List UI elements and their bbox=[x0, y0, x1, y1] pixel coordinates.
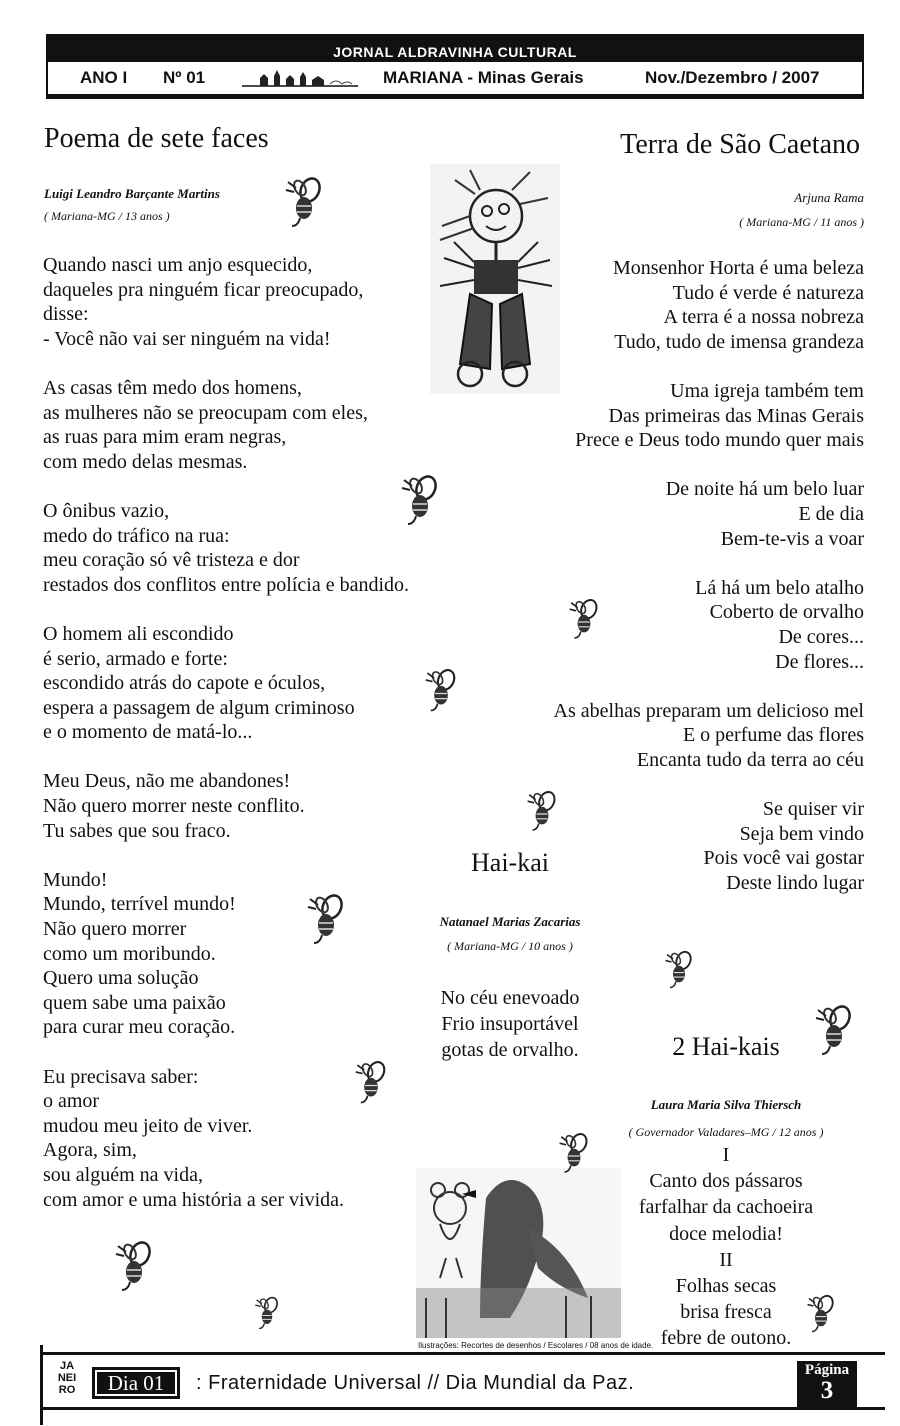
bee-icon bbox=[568, 598, 600, 644]
issue-number: Nº 01 bbox=[163, 68, 206, 87]
footer-celebration-text: : Fraternidade Universal // Dia Mundial da Paz. bbox=[196, 1372, 635, 1394]
bee-icon bbox=[806, 1294, 836, 1337]
poem-line: e o momento de matá-lo... bbox=[43, 721, 253, 744]
poem-line: O ônibus vazio, bbox=[43, 499, 170, 522]
haikais2-author: Laura Maria Silva Thiersch bbox=[650, 1097, 802, 1112]
poem-line: O homem ali escondido bbox=[43, 622, 234, 645]
poem-line: sou alguém na vida, bbox=[43, 1163, 203, 1186]
poem-line: E de dia bbox=[798, 502, 864, 525]
poem-line: A terra é a nossa nobreza bbox=[663, 306, 864, 329]
bee-icon bbox=[400, 474, 440, 530]
issue-location: MARIANA - Minas Gerais bbox=[383, 68, 584, 87]
poem-line: Tudo, tudo de imensa grandeza bbox=[614, 330, 864, 353]
poem-line: De noite há um belo luar bbox=[665, 478, 864, 501]
poem-line: - Você não vai ser ninguém na vida! bbox=[43, 327, 331, 350]
child-figure-drawing bbox=[430, 164, 560, 394]
footer-top-rule bbox=[40, 1352, 885, 1355]
poem-line: Quero uma solução bbox=[43, 967, 199, 990]
haikai-author: Natanael Marias Zacarias bbox=[439, 914, 581, 929]
page-label: Página bbox=[804, 1362, 850, 1378]
poem-line: Das primeiras das Minas Gerais bbox=[608, 404, 864, 427]
masthead-top-bar bbox=[46, 34, 864, 43]
poem-line: Quando nasci um anjo esquecido, bbox=[43, 254, 313, 276]
poem-line: II bbox=[719, 1248, 733, 1271]
poem-line: Monsenhor Horta é uma beleza bbox=[612, 257, 864, 279]
poem-line: As casas têm medo dos homens, bbox=[43, 376, 302, 399]
poem-line: para curar meu coração. bbox=[43, 1016, 236, 1039]
poem-line: Agora, sim, bbox=[43, 1139, 137, 1162]
masthead-bottom-bar bbox=[46, 95, 864, 99]
stanza bbox=[554, 477, 864, 551]
poem-line: Não quero morrer bbox=[43, 918, 187, 941]
poem-line: as ruas para mim eram negras, bbox=[43, 426, 287, 449]
issue-year: ANO I bbox=[80, 68, 128, 87]
bee-icon bbox=[424, 668, 458, 716]
poem2-place: ( Mariana-MG / 11 anos ) bbox=[739, 215, 864, 229]
bee-icon bbox=[114, 1240, 154, 1296]
footer-bottom-rule bbox=[40, 1407, 885, 1410]
poem-line: disse: bbox=[43, 303, 89, 326]
poem-line: escondido atrás do capote e óculos, bbox=[43, 672, 326, 695]
poem-line: espera a passagem de algum criminoso bbox=[43, 696, 355, 719]
poem-line: mudou meu jeito de viver. bbox=[43, 1114, 253, 1137]
bee-icon bbox=[284, 176, 324, 232]
stanza bbox=[43, 253, 409, 351]
poem-line: meu coração só vê tristeza e dor bbox=[43, 549, 300, 572]
stanza bbox=[43, 622, 409, 745]
poem-line: Eu precisava saber: bbox=[43, 1065, 199, 1088]
bee-icon bbox=[306, 893, 346, 949]
bee-icon bbox=[254, 1296, 280, 1334]
bee-icon bbox=[558, 1132, 590, 1178]
issue-date: Nov./Dezembro / 2007 bbox=[645, 68, 820, 87]
poem-line: No céu enevoado bbox=[440, 987, 580, 1009]
poem-line: quem sabe uma paixão bbox=[43, 991, 226, 1014]
poem-line: febre de outono. bbox=[660, 1327, 792, 1350]
poem-line: o amor bbox=[43, 1090, 100, 1113]
poem2-author: Arjuna Rama bbox=[794, 190, 864, 205]
poem-line: as mulheres não se preocupam com eles, bbox=[43, 401, 368, 424]
poem-line: Meu Deus, não me abandones! bbox=[43, 770, 291, 793]
haikai-place: ( Mariana-MG / 10 anos ) bbox=[447, 939, 573, 953]
poem-line: As abelhas preparam um delicioso mel bbox=[553, 699, 864, 722]
poem-line: Bem-te-vis a voar bbox=[720, 527, 864, 550]
poem-line: Mundo, terrível mundo! bbox=[43, 893, 236, 916]
poem-line: Se quiser vir bbox=[762, 798, 864, 821]
haikais2-title: 2 Hai-kais bbox=[672, 1032, 780, 1061]
poem-line: I bbox=[722, 1144, 730, 1166]
footer-day-badge: Dia 01 bbox=[92, 1367, 180, 1399]
haikais2-body bbox=[616, 1142, 836, 1352]
town-skyline-icon bbox=[240, 66, 360, 90]
page-number: 3 bbox=[820, 1377, 834, 1404]
bee-icon bbox=[526, 790, 558, 836]
poem-line: Prece e Deus todo mundo quer mais bbox=[575, 429, 864, 452]
bee-icon bbox=[814, 1004, 854, 1060]
poem-line: De cores... bbox=[778, 625, 864, 648]
poem-line: farfalhar da cachoeira bbox=[638, 1196, 814, 1219]
stanza bbox=[554, 379, 864, 453]
poem-line: E o perfume das flores bbox=[682, 724, 864, 747]
animals-drawing bbox=[416, 1168, 621, 1338]
footer-left-rule bbox=[40, 1345, 43, 1425]
page-number-badge bbox=[797, 1361, 857, 1407]
journal-title: JORNAL ALDRAVINHA CULTURAL bbox=[46, 43, 864, 62]
poem-line: Tu sabes que sou fraco. bbox=[43, 819, 231, 842]
poem-line: Tudo é verde é natureza bbox=[672, 281, 864, 304]
haikais2-place: ( Governador Valadares–MG / 12 anos ) bbox=[628, 1125, 824, 1139]
poem-line: Pois você vai gostar bbox=[703, 847, 864, 870]
poem2-title: Terra de São Caetano bbox=[620, 129, 860, 160]
poem-line: como um moribundo. bbox=[43, 942, 216, 965]
poem-line: brisa fresca bbox=[680, 1301, 772, 1324]
poem-line: Deste lindo lugar bbox=[726, 871, 864, 894]
poem-line: medo do tráfico na rua: bbox=[43, 524, 230, 547]
poem-line: De flores... bbox=[775, 650, 864, 673]
poem1-author: Luigi Leandro Barçante Martins bbox=[44, 186, 220, 201]
stanza bbox=[554, 699, 864, 773]
poem1-title: Poema de sete faces bbox=[44, 123, 269, 154]
poem2-body bbox=[554, 256, 864, 920]
illustration-caption: Ilustrações: Recortes de desenhos / Escolares / 08 anos de idade. bbox=[418, 1341, 654, 1350]
footer-month: JA NEI RO bbox=[57, 1360, 77, 1396]
poem-line: Mundo! bbox=[43, 868, 108, 891]
poem-line: é serio, armado e forte: bbox=[43, 647, 228, 670]
stanza bbox=[43, 868, 409, 1040]
poem-line: com medo delas mesmas. bbox=[43, 450, 248, 473]
poem-line: daqueles pra ninguém ficar preocupado, bbox=[43, 278, 364, 301]
bee-icon bbox=[664, 950, 694, 993]
poem-line: Lá há um belo atalho bbox=[695, 576, 864, 599]
poem-line: restados dos conflitos entre polícia e bandido. bbox=[43, 573, 410, 596]
poem-line: Canto dos pássaros bbox=[649, 1170, 803, 1193]
poem-line: gotas de orvalho. bbox=[441, 1039, 579, 1061]
poem-line: Frio insuportável bbox=[441, 1013, 579, 1035]
poem-line: Folhas secas bbox=[675, 1275, 777, 1298]
haikai-title: Hai-kai bbox=[471, 848, 549, 877]
haikai-body bbox=[408, 985, 612, 1063]
poem-line: com amor e uma história a ser vivida. bbox=[43, 1188, 345, 1211]
stanza bbox=[554, 797, 864, 895]
poem-line: Encanta tudo da terra ao céu bbox=[636, 748, 864, 771]
poem-line: doce melodia! bbox=[669, 1222, 783, 1245]
stanza bbox=[43, 769, 409, 843]
poem-line: Não quero morrer neste conflito. bbox=[43, 795, 305, 818]
poem-line: Uma igreja também tem bbox=[670, 379, 864, 402]
poem1-place: ( Mariana-MG / 13 anos ) bbox=[44, 209, 170, 223]
stanza bbox=[43, 499, 409, 597]
stanza bbox=[554, 576, 864, 674]
stanza bbox=[43, 376, 409, 474]
stanza bbox=[554, 256, 864, 354]
poem-line: Coberto de orvalho bbox=[709, 601, 864, 624]
bee-icon bbox=[354, 1060, 388, 1108]
poem-line: Seja bem vindo bbox=[739, 822, 864, 845]
